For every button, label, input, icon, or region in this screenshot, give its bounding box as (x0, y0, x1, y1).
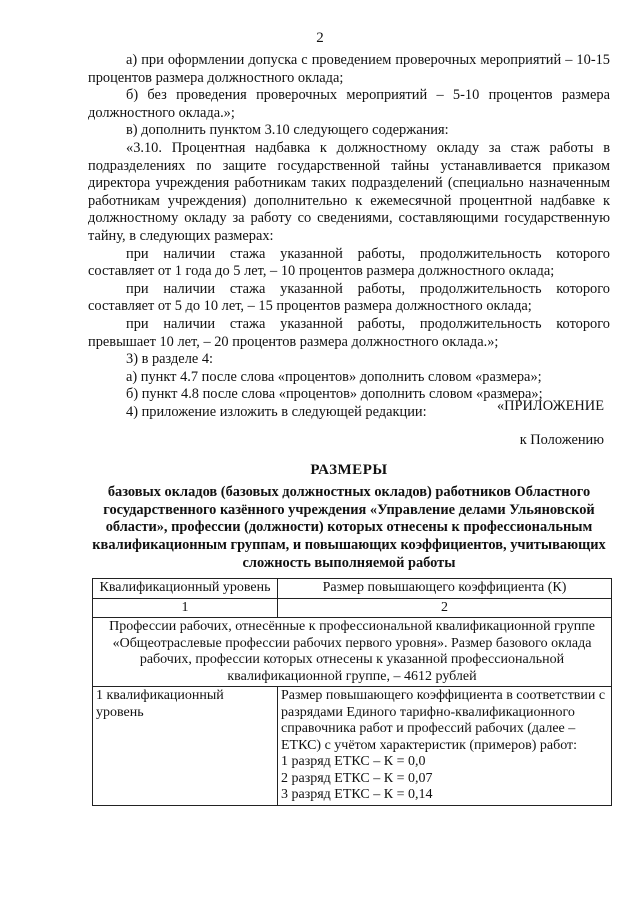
paragraph: в) дополнить пунктом 3.10 следующего содержания: (126, 122, 449, 139)
paragraph: 4) приложение изложить в следующей редакции: (126, 403, 427, 420)
paragraph: при наличии стажа указанной работы, продолжительность которого превышает 10 лет, – 20 процентов размера должностного оклада.»; (88, 315, 610, 350)
column-number: 2 (278, 598, 612, 618)
appendix-subtitle: к Положению (519, 431, 604, 448)
paragraph: а) при оформлении допуска с проведением проверочных мероприятий – 10-15 процентов размера должностного оклада; (88, 52, 610, 86)
table-title-main: РАЗМЕРЫ (310, 462, 388, 478)
grade-line: 1 разряд ЕТКС – К = 0,0 (281, 754, 426, 769)
table-header-row (93, 579, 612, 599)
grade-line: 3 разряд ЕТКС – К = 0,14 (281, 787, 433, 802)
paragraph: «3.10. Процентная надбавка к должностному окладу за стаж работы в подразделениях по защите государственной тайны устанавливается приказом директора учреждения работникам таких подразделений (специально назначенным работникам учреждения) дополнительно к ежемесячной процентной надбавке к должностному окладу за работу со сведениями, составляющими государственную тайну, в следующих размерах: (88, 139, 610, 244)
coefficient-intro: Размер повышающего коэффициента в соответствии с разрядами Единого тарифно-квалификационного справочника работ и профессий рабочих (далее – ЕТКС) с учётом характеристик (примеров) работ: (281, 688, 606, 753)
header-coefficient: Размер повышающего коэффициента (К) (278, 579, 612, 599)
paragraph: б) пункт 4.8 после слова «процентов» дополнить словом «размера»; (126, 386, 543, 403)
paragraph: б) без проведения проверочных мероприятий – 5-10 процентов размера должностного оклада.»; (88, 87, 610, 121)
header-qualification-level: Квалификационный уровень (93, 579, 278, 599)
grade-line: 2 разряд ЕТКС – К = 0,07 (281, 770, 433, 786)
paragraph: а) пункт 4.7 после слова «процентов» дополнить словом «размера»; (126, 368, 542, 385)
qualification-level-cell: 1 квалификационный уровень (93, 687, 278, 806)
coefficients-table (92, 578, 612, 806)
appendix-title: «ПРИЛОЖЕНИЕ (496, 398, 604, 414)
group-description: Профессии рабочих, отнесённые к профессиональной квалификационной группе «Общеотраслевые профессии рабочих первого уровня». Размер базового оклада рабочих, профессии которых отнесены к указанной профессиональной квалификационной группе, – 4612 рублей (93, 618, 612, 687)
column-number-row (93, 598, 612, 618)
group-row (93, 618, 612, 687)
paragraph: при наличии стажа указанной работы, продолжительность которого составляет от 5 до 10 лет, – 15 процентов размера должностного оклада; (88, 280, 610, 315)
table-row (93, 687, 612, 806)
paragraph: при наличии стажа указанной работы, продолжительность которого составляет от 1 года до 5 лет, – 10 процентов размера должностного оклада; (88, 245, 610, 280)
body-text (88, 52, 610, 421)
paragraph: 3) в разделе 4: (126, 351, 214, 368)
page-number: 2 (316, 30, 324, 46)
table-title-description: базовых окладов (базовых должностных окладов) работников Областного государственного казённого учреждения «Управление делами Ульяновской области», профессии (должности) которых отнесены к профессиональным квалификационным группам, и повышающих коэффициентов, учитывающих сложность выполняемой работы (92, 483, 606, 571)
table-title (88, 462, 610, 573)
column-number: 1 (93, 598, 278, 618)
coefficient-cell (278, 687, 612, 806)
appendix-heading (497, 398, 604, 449)
